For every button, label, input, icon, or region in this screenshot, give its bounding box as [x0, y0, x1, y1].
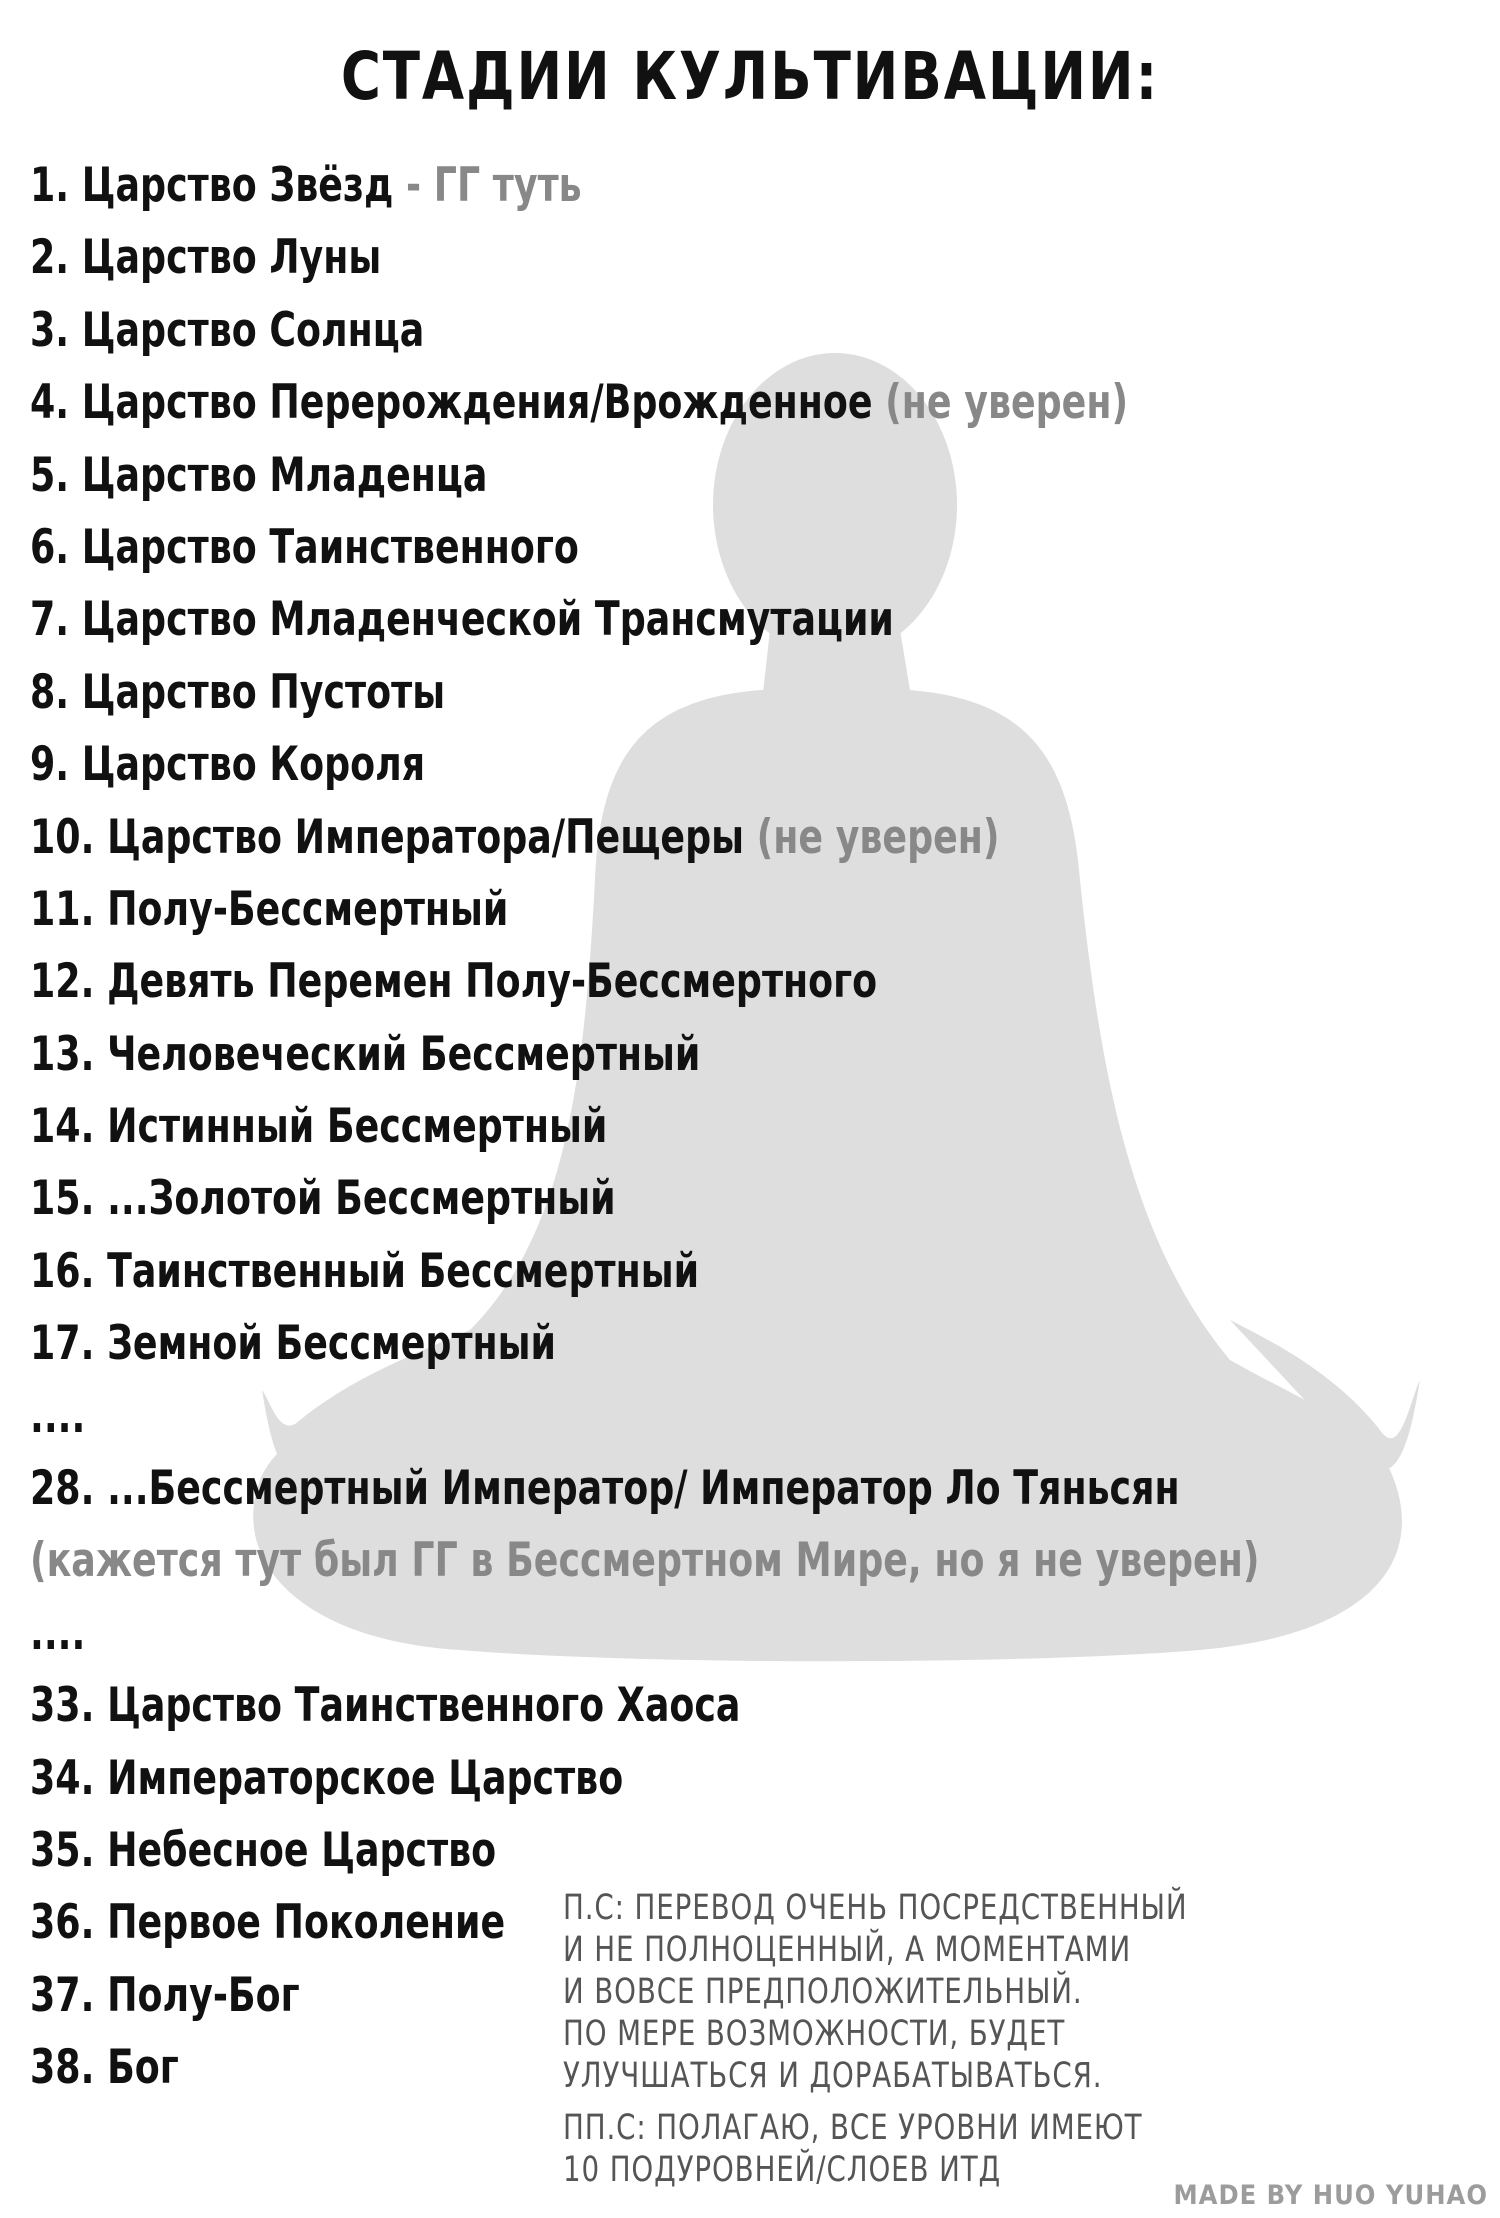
- stage-name: 33. Царство Таинственного Хаоса: [30, 1678, 741, 1734]
- stage-item: [30, 1308, 1259, 1380]
- stage-name: 37. Полу-Бог: [30, 1967, 300, 2023]
- stage-item: [30, 729, 1259, 801]
- stage-item: [30, 1019, 1259, 1091]
- stage-name: 15. ...Золотой Бессмертный: [30, 1171, 616, 1227]
- stage-name: 17. Земной Бессмертный: [30, 1316, 557, 1372]
- stage-name: 13. Человеческий Бессмертный: [30, 1026, 701, 1082]
- page-title: СТАДИИ КУЛЬТИВАЦИИ:: [340, 38, 1160, 115]
- stage-item: [30, 1670, 1259, 1742]
- stage-name: 35. Небесное Царство: [30, 1822, 497, 1878]
- note-gap: [563, 2097, 1187, 2107]
- stage-name: 10. Царство Императора/Пещеры: [30, 809, 744, 865]
- translator-note: [563, 1887, 1187, 2191]
- stage-name: 6. Царство Таинственного: [30, 519, 579, 575]
- stage-name: ....: [30, 1605, 86, 1661]
- stage-item: [30, 1236, 1259, 1308]
- stage-item: [30, 1381, 1259, 1453]
- stage-item: [30, 440, 1259, 512]
- stage-note: (не уверен): [743, 809, 1000, 865]
- stage-item: [30, 802, 1259, 874]
- stage-item: [30, 1091, 1259, 1163]
- stage-name: 38. Бог: [30, 2040, 179, 2096]
- stage-name: 12. Девять Перемен Полу-Бессмертного: [30, 954, 878, 1010]
- pps-line: ПП.С: ПОЛАГАЮ, ВСЕ УРОВНИ ИМЕЮТ: [563, 2108, 1143, 2148]
- stage-name: 9. Царство Короля: [30, 737, 426, 793]
- stage-item: [30, 222, 1259, 294]
- stages-list: [30, 150, 1460, 2105]
- stage-item: [30, 512, 1259, 584]
- stage-item: [30, 1163, 1259, 1235]
- stage-item: [30, 1598, 1259, 1670]
- stage-note: (не уверен): [872, 375, 1129, 431]
- ps-line: УЛУЧШАТЬСЯ И ДОРАБАТЫВАТЬСЯ.: [563, 2056, 1103, 2096]
- pps-line: 10 ПОДУРОВНЕЙ/СЛОЕВ ИТД: [563, 2150, 1002, 2190]
- ps-line: П.С: ПЕРЕВОД ОЧЕНЬ ПОСРЕДСТВЕННЫЙ: [563, 1888, 1188, 1928]
- stage-item: [30, 367, 1259, 439]
- ps-line: И ВОВСЕ ПРЕДПОЛОЖИТЕЛЬНЫЙ.: [563, 1972, 1083, 2012]
- credit-label: MADE BY HUO YUHAO: [1173, 2180, 1488, 2211]
- stage-name: 14. Истинный Бессмертный: [30, 1099, 608, 1155]
- stage-item: [30, 1525, 1259, 1597]
- ps-line: ПО МЕРЕ ВОЗМОЖНОСТИ, БУДЕТ: [563, 2014, 1066, 2054]
- stage-name: 3. Царство Солнца: [30, 302, 425, 358]
- stage-name: 1. Царство Звёзд: [30, 158, 394, 213]
- stage-item: [30, 657, 1259, 729]
- stage-name: 2. Царство Луны: [30, 230, 382, 286]
- stage-name: 8. Царство Пустоты: [30, 664, 446, 720]
- stage-name: 16. Таинственный Бессмертный: [30, 1243, 700, 1299]
- stage-note: (кажется тут был ГГ в Бессмертном Мире, но я не уверен): [30, 1533, 1260, 1589]
- stage-item: [30, 946, 1259, 1018]
- ps-line: И НЕ ПОЛНОЦЕННЫЙ, А МОМЕНТАМИ: [563, 1930, 1132, 1970]
- stage-name: 36. Первое Поколение: [30, 1895, 506, 1951]
- stage-name: 7. Царство Младенческой Трансмутации: [30, 592, 894, 648]
- stage-item: [30, 295, 1259, 367]
- stage-item: [30, 874, 1259, 946]
- stage-item: [30, 584, 1259, 656]
- stage-item: [30, 1743, 1259, 1815]
- stage-item: [30, 150, 1259, 222]
- stage-item: [30, 1453, 1259, 1525]
- stage-name: 5. Царство Младенца: [30, 447, 488, 503]
- stage-name: 34. Императорское Царство: [30, 1750, 624, 1806]
- stage-item: [30, 1815, 1259, 1887]
- stage-name: 4. Царство Перерождения/Врожденное: [30, 375, 873, 431]
- stage-name: 11. Полу-Бессмертный: [30, 881, 509, 937]
- stage-name: ....: [30, 1388, 86, 1444]
- stage-name: 28. ...Бессмертный Император/ Император Ло Тяньсян: [30, 1461, 1180, 1517]
- stage-note: - ГГ туть: [393, 158, 582, 213]
